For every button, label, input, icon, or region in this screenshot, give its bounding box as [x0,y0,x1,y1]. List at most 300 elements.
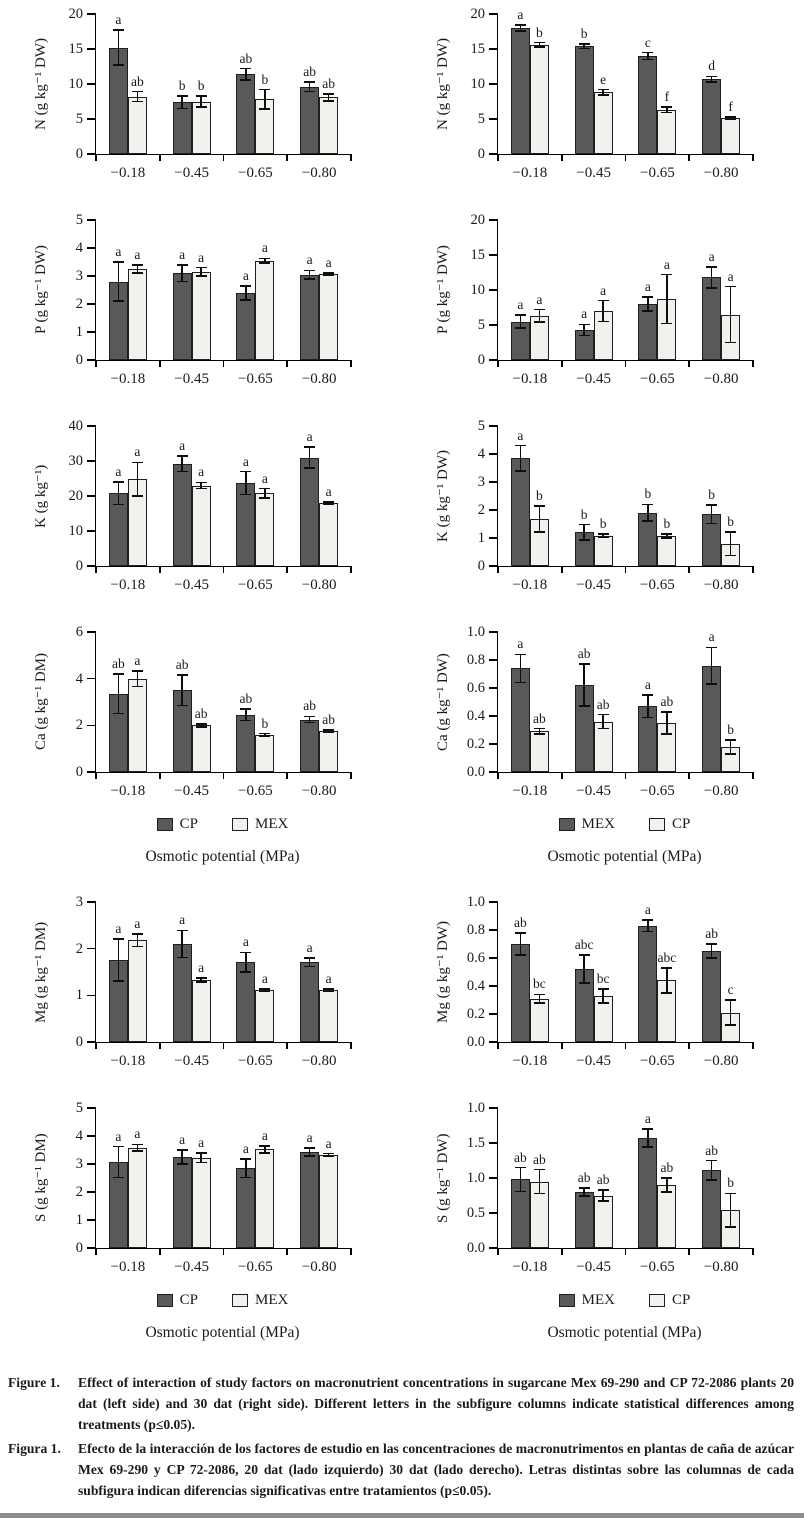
chart-panel-p-20dat [0,206,402,412]
x-tick-label: −0.80 [301,165,337,181]
y-tick-label: 5 [477,418,485,434]
y-tick [87,495,96,497]
y-tick-label: 0.8 [466,652,485,668]
significance-letter: a [179,438,186,454]
error-bar-cap [259,89,270,91]
error-bar-cap [642,296,653,298]
error-bar [730,532,732,556]
significance-letter: bc [596,970,610,986]
y-tick-label: 0.2 [466,1006,485,1022]
y-tick-label: 1 [75,1212,83,1228]
x-tick-label: −0.18 [110,371,146,387]
bar-cp [530,45,549,154]
legend-item-mex [232,1292,288,1309]
y-tick [489,537,498,539]
chart-panel-n-30dat [402,0,804,206]
y-tick-label: 5 [477,317,485,333]
y-tick [489,743,498,745]
bar-mex [511,28,530,154]
error-bar [520,933,522,955]
significance-letter: a [115,12,122,28]
x-tick [752,566,754,573]
error-bar-cap [196,981,207,983]
significance-letter: a [517,7,524,23]
error-bar-cap [534,733,545,735]
error-bar-cap [661,992,672,994]
significance-letter: ab [705,926,718,941]
y-tick-label: 1 [477,530,485,546]
error-bar-cap [579,335,590,337]
bar-cp [300,458,319,567]
y-tick [87,995,96,997]
x-tick [561,772,563,779]
legend-swatch-light [232,818,248,831]
significance-letter: ab [705,1142,718,1158]
bar-cp [173,273,192,360]
x-tick-label: −0.18 [512,1259,548,1275]
x-tick-label: −0.65 [640,1259,675,1275]
bar-mex [319,731,338,772]
legend-label: MEX [581,816,615,832]
y-axis-label: Ca (g kg⁻¹ DW) [435,653,451,751]
significance-letter: a [306,1129,313,1145]
error-bar-cap [661,537,672,539]
x-tick [752,1248,754,1255]
x-tick [688,154,690,161]
error-bar [666,712,668,734]
significance-letter: a [134,246,141,262]
x-tick-label: −0.80 [301,371,337,387]
error-bar-cap [642,717,653,719]
error-bar-cap [725,342,736,344]
error-bar-cap [132,686,143,688]
x-tick [497,154,499,161]
y-tick-label: 2 [477,502,485,518]
significance-letter: b [197,77,205,93]
chart-panel-k-20dat [0,412,402,618]
y-tick-label: 1 [75,324,83,340]
x-tick-label: −0.18 [512,577,548,593]
error-bar-cap [642,310,653,312]
error-bar [118,939,120,981]
x-tick [688,1248,690,1255]
significance-letter: b [580,26,588,42]
x-tick-label: −0.80 [703,165,739,181]
significance-letter: a [600,282,607,298]
error-bar [647,504,649,521]
caption-es-text: Efecto de la interacción de los factores de estudio en las concentraciones de macronutrimentos en plantas de caña de azúcar Mex 69-290 y CP 72-2086, 20 dat (lado izquierdo) 30 dat (lado derecho). Letras distintas sobre las columnas de cada subfigura indican diferencias significativas entre tratamientos (p≤0.05). [78,1441,794,1499]
error-bar-cap [725,286,736,288]
error-bar [181,456,183,471]
error-bar-cap [579,1195,590,1197]
significance-letter: a [198,464,205,480]
error-bar-cap [661,112,672,114]
error-bar [181,96,183,109]
bar-cp [657,536,676,566]
error-bar [245,472,247,495]
error-bar-cap [534,1193,545,1195]
y-tick [87,631,96,633]
y-tick [489,1107,498,1109]
error-bar-cap [304,278,315,280]
y-tick [489,659,498,661]
error-bar-cap [515,445,526,447]
error-bar-cap [323,991,334,993]
x-tick [561,1042,563,1049]
y-tick-label: 10 [68,523,83,539]
significance-letter: a [261,240,268,256]
y-tick [489,929,498,931]
plot-area-n-30dat [470,6,753,181]
error-bar [181,675,183,705]
significance-letter: a [644,902,651,918]
error-bar-cap [515,932,526,934]
y-tick-label: 20 [68,488,83,504]
bar-mex [128,1148,147,1248]
y-axis-label: Mg (g kg⁻¹ DM) [33,921,49,1023]
significance-letter: ab [175,657,189,673]
error-bar-cap [534,321,545,323]
error-bar-cap [259,1145,270,1147]
error-bar [539,310,541,323]
x-tick [752,360,754,367]
x-tick [561,154,563,161]
significance-letter: a [644,279,651,294]
error-bar-cap [534,1002,545,1004]
significance-letter: a [242,267,249,283]
y-tick [489,481,498,483]
error-bar-cap [196,267,207,269]
y-tick-label: 0.0 [466,764,485,780]
significance-letter: ab [322,75,335,91]
error-bar [647,695,649,717]
legend-s-30dat [497,1292,752,1309]
y-tick-label: 0 [477,352,485,368]
x-tick-label: −0.45 [576,165,611,181]
error-bar-cap [534,1169,545,1171]
y-tick [489,324,498,326]
x-tick-label: −0.18 [512,1053,548,1069]
y-tick [489,985,498,987]
y-tick-label: 0 [477,558,485,574]
x-tick-label: −0.65 [640,783,675,799]
y-tick-label: 4 [75,240,83,256]
error-bar-cap [177,674,188,676]
error-bar-cap [113,938,124,940]
error-bar-cap [598,321,609,323]
y-tick [87,247,96,249]
error-bar [539,506,541,532]
error-bar-cap [661,711,672,713]
error-bar-cap [515,314,526,316]
y-tick [87,948,96,950]
bar-mex [255,735,274,772]
error-bar-cap [132,101,143,103]
error-bar-cap [579,1187,590,1189]
x-tick-label: −0.45 [174,783,209,799]
error-bar-cap [515,327,526,329]
error-bar-cap [598,1189,609,1191]
error-bar-cap [259,108,270,110]
x-tick-label: −0.65 [238,577,273,593]
error-bar-cap [661,323,672,325]
significance-letter: a [644,677,651,692]
y-tick-label: 0.6 [466,950,485,966]
error-bar-cap [259,497,270,499]
error-bar-cap [177,957,188,959]
x-tick-label: −0.65 [238,783,273,799]
error-bar-cap [259,733,270,735]
x-tick [625,772,627,779]
y-tick-label: 0 [477,146,485,162]
caption-en [8,1372,794,1435]
error-bar-cap [132,264,143,266]
error-bar-cap [598,1002,609,1004]
x-tick-label: −0.80 [703,783,739,799]
error-bar-cap [259,735,270,737]
x-tick-label: −0.80 [301,1259,337,1275]
error-bar-cap [259,488,270,490]
error-bar-cap [579,663,590,665]
legend-swatch-dark [559,1294,575,1307]
error-bar-cap [725,1226,736,1228]
x-tick-label: −0.80 [703,577,739,593]
legend-item-mex [232,816,288,833]
bar-mex [702,277,721,360]
y-tick-label: 0 [75,146,83,162]
error-bar [730,287,732,343]
error-bar [264,90,266,110]
y-tick [489,957,498,959]
x-tick [688,772,690,779]
x-tick-label: −0.65 [640,577,675,593]
y-tick [87,1219,96,1221]
significance-letter: a [242,1140,249,1156]
significance-letter: b [727,1175,734,1191]
error-bar-cap [706,76,717,78]
significance-letter: a [325,483,332,499]
x-tick [625,1248,627,1255]
error-bar-cap [132,1150,143,1152]
y-tick-label: 3 [477,474,485,490]
error-bar [245,286,247,300]
y-tick [87,303,96,305]
error-bar-cap [661,1191,672,1193]
error-bar [711,267,713,288]
y-axis-label: P (g kg⁻¹ DW) [33,245,49,335]
x-tick-label: −0.45 [576,577,611,593]
legend-item-cp [157,816,198,833]
y-tick-label: 20 [470,6,485,22]
x-tick [223,154,225,161]
legend-item-mex [559,816,615,833]
x-tick-label: −0.18 [110,1259,146,1275]
x-tick [286,566,288,573]
significance-letter: ab [514,914,527,930]
x-tick [625,566,627,573]
error-bar-cap [113,504,124,506]
y-tick-label: 15 [470,41,485,57]
error-bar-cap [132,933,143,935]
y-tick-label: 20 [470,212,485,228]
significance-letter: ab [303,63,316,79]
y-tick [87,901,96,903]
significance-letter: b [178,77,186,93]
significance-letter: ab [322,712,335,727]
error-bar [520,654,522,682]
y-axis-label: S (g kg⁻¹ DW) [435,1133,451,1223]
x-tick [286,1248,288,1255]
bar-mex [638,304,657,360]
significance-letter: a [179,246,186,262]
legend-ca-20dat [95,816,350,833]
y-tick [489,1013,498,1015]
error-bar-cap [196,726,207,728]
significance-letter: a [306,940,313,955]
y-tick-label: 2 [75,1184,83,1200]
chart-panel-ca-20dat [0,618,402,888]
error-bar-cap [725,119,736,121]
legend-swatch-dark [157,818,173,831]
error-bar-cap [706,287,717,289]
error-bar-cap [642,52,653,54]
x-tick-label: −0.18 [512,165,548,181]
x-tick-label: −0.18 [512,783,548,799]
y-tick-label: 1 [75,987,83,1004]
error-bar-cap [661,733,672,735]
error-bar-cap [240,299,251,301]
x-tick [95,1042,97,1049]
x-tick-label: −0.65 [640,1053,675,1069]
legend-item-cp [649,816,690,833]
x-tick-label: −0.65 [640,371,675,387]
legend-item-cp [157,1292,198,1309]
significance-letter: ab [596,1171,610,1187]
plot-area-mg-30dat [466,894,753,1069]
y-tick-label: 1.0 [466,1170,485,1186]
x-tick [561,1248,563,1255]
x-tick [286,1042,288,1049]
bar-mex [128,97,147,154]
legend-label: CP [179,1292,198,1308]
y-tick-label: 2 [75,717,83,734]
x-tick-label: −0.65 [238,371,273,387]
x-tick-label: −0.65 [238,1259,273,1275]
error-bar-cap [661,1177,672,1179]
y-tick [489,254,498,256]
significance-letter: a [306,252,313,268]
legend-label: CP [179,816,198,832]
x-tick [159,566,161,573]
bar-mex [702,79,721,154]
error-bar-cap [642,1146,653,1148]
error-bar-cap [177,281,188,283]
plot-area-k-20dat [68,418,351,593]
error-bar [730,1193,732,1227]
x-tick-label: −0.18 [110,577,146,593]
significance-letter: a [179,1132,186,1148]
y-axis-label: S (g kg⁻¹ DM) [33,1133,49,1223]
significance-letter: ab [596,696,610,712]
error-bar-cap [725,1024,736,1026]
error-bar-cap [113,64,124,66]
error-bar [137,462,139,496]
error-bar [309,447,311,468]
y-tick [87,48,96,50]
x-tick-label: −0.65 [238,1053,273,1069]
bar-cp [173,944,192,1042]
error-bar-cap [534,505,545,507]
legend-label: MEX [255,1292,289,1308]
bar-mex [319,1155,338,1248]
bar-mex [255,990,274,1042]
significance-letter: ab [660,693,674,709]
bar-mex [128,940,147,1042]
significance-letter: ab [577,1169,591,1185]
significance-letter: b [261,71,269,87]
error-bar-cap [113,1146,124,1148]
y-tick [87,1135,96,1137]
y-tick-label: 15 [68,41,83,57]
significance-letter: b [261,715,269,731]
y-tick-label: 4 [477,446,485,462]
significance-letter: ab [303,698,316,714]
error-bar [520,446,522,471]
y-tick [87,13,96,15]
x-tick [223,1248,225,1255]
chart-panel-s-30dat [402,1094,804,1364]
x-tick [95,1248,97,1255]
error-bar-cap [579,324,590,326]
error-bar-cap [534,728,545,730]
error-bar-cap [642,504,653,506]
error-bar-cap [323,732,334,734]
error-bar-cap [661,967,672,969]
error-bar [583,664,585,706]
y-tick-label: 15 [470,247,485,263]
error-bar-cap [515,654,526,656]
y-tick-label: 0.4 [466,708,485,724]
legend-label: MEX [581,1292,615,1308]
error-bar-cap [725,999,736,1001]
error-bar-cap [196,275,207,277]
y-tick [489,48,498,50]
error-bar-cap [304,91,315,93]
error-bar [666,968,668,993]
significance-letter: a [306,429,313,444]
error-bar-cap [196,95,207,97]
error-bar-cap [113,300,124,302]
y-tick [489,453,498,455]
legend-swatch-dark [157,1294,173,1307]
error-bar-cap [598,533,609,535]
error-bar [583,955,585,983]
x-tick [286,360,288,367]
significance-letter: a [198,1134,205,1150]
y-tick-label: 5 [75,1100,83,1116]
x-axis-label: Osmotic potential (MPa) [145,1324,300,1341]
error-bar [666,275,668,324]
y-tick [87,219,96,221]
error-bar [602,301,604,322]
y-tick [489,83,498,85]
error-bar-cap [706,957,717,959]
y-tick-label: 0.0 [466,1034,485,1050]
error-bar-cap [515,1191,526,1193]
error-bar [711,505,713,523]
y-tick-label: 20 [68,6,83,22]
y-tick-label: 10 [470,282,485,298]
